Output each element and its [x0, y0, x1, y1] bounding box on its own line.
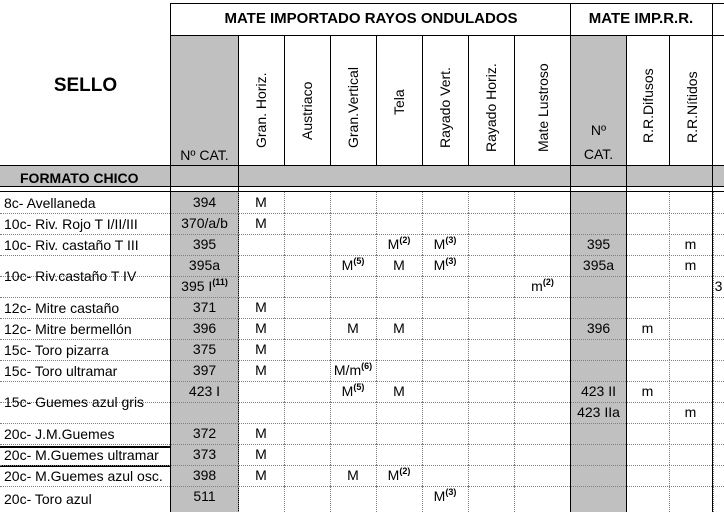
cell-divider: [330, 297, 331, 318]
cell-divider: [669, 381, 670, 402]
cell-gv: [330, 383, 376, 399]
cell-divider: [376, 402, 377, 423]
cell-divider: [376, 276, 377, 297]
cell-value: m: [684, 404, 697, 420]
cell-gh: [238, 194, 284, 210]
cell-divider: [468, 213, 469, 234]
cell-value: M: [433, 488, 446, 504]
cell-divider: [284, 297, 285, 318]
cell-divider: [514, 234, 515, 255]
cell-divider: [422, 423, 423, 444]
cell-divider: [422, 192, 423, 213]
cell-cat: [171, 446, 238, 462]
cell-value: 395a: [582, 257, 615, 273]
vline-header-330: [330, 36, 331, 166]
cell-divider: [468, 255, 469, 276]
cell-divider: [514, 255, 515, 276]
cell-divider: [284, 444, 285, 465]
cell-value: M: [255, 362, 267, 378]
cell-divider: [468, 297, 469, 318]
cell-divider: [376, 213, 377, 234]
cell-divider: [713, 444, 714, 465]
cell-divider: [713, 402, 714, 423]
cell-value: M: [341, 383, 354, 399]
cell-rrn: [669, 257, 712, 273]
cell-value: 370/a/b: [181, 215, 228, 231]
cell-value: M: [393, 257, 405, 273]
cell-cat: [171, 215, 238, 231]
cell-value: 395 I: [181, 278, 213, 294]
cell-divider: [468, 381, 469, 402]
cell-cat: [171, 362, 238, 378]
group2-header: MATE IMP.R.R.: [588, 10, 694, 27]
cell-cat: [171, 341, 238, 357]
col-mate-lustroso-header: Mate Lustroso: [535, 63, 551, 152]
cell-divider: [669, 486, 670, 512]
cell-divider: [514, 192, 515, 213]
cell-divider: [376, 192, 377, 213]
cell-divider: [284, 213, 285, 234]
cell-divider: [330, 423, 331, 444]
cell-rv: [422, 257, 468, 273]
hline-group-bottom: [171, 35, 724, 36]
group1-header: MATE IMPORTADO RAYOS ONDULADOS: [224, 10, 518, 27]
cell-divider: [422, 402, 423, 423]
cell-divider: [669, 192, 670, 213]
cell-divider: [713, 297, 714, 318]
cell-rv: [422, 488, 468, 504]
col-austriaco-header: Austriaco: [299, 81, 315, 140]
cell-cat2: [571, 236, 626, 252]
cell-value: M: [255, 341, 267, 357]
cell-cat2: [571, 404, 626, 420]
cell-divider: [514, 213, 515, 234]
cell-divider: [284, 192, 285, 213]
cell-value: 423 II: [580, 383, 617, 399]
cell-cat: [171, 467, 238, 483]
cell-divider: [713, 381, 714, 402]
cell-value: M: [347, 467, 359, 483]
cell-value: 372: [192, 425, 217, 441]
cell-value: 375: [192, 341, 217, 357]
col-gran-horiz-header: Gran. Horiz.: [253, 72, 269, 148]
cell-edge: [713, 278, 724, 294]
cell-divider: [468, 402, 469, 423]
row-separator: [0, 318, 724, 319]
cell-gv: [330, 362, 376, 378]
cell-value: M: [393, 383, 405, 399]
cell-divider: [284, 486, 285, 512]
cell-value: M: [255, 215, 267, 231]
cell-cat: [171, 425, 238, 441]
cell-divider: [330, 444, 331, 465]
vline-cat2: [626, 36, 627, 512]
cell-gh: [238, 446, 284, 462]
cell-divider: [713, 192, 714, 213]
cell-divider: [713, 423, 714, 444]
cell-tela: [376, 467, 422, 483]
cell-value: 423 I: [188, 383, 221, 399]
cell-gh: [238, 341, 284, 357]
cell-value: 395: [586, 236, 611, 252]
cell-gh: [238, 467, 284, 483]
cell-value: 397: [192, 362, 217, 378]
cell-value: 371: [192, 299, 217, 315]
cell-divider: [468, 465, 469, 486]
cell-gh: [238, 362, 284, 378]
cell-divider: [330, 402, 331, 423]
cell-divider: [713, 486, 714, 512]
vline-header-669: [669, 36, 670, 166]
cell-cat: [171, 488, 238, 504]
cat2-header-line1: Nº: [590, 122, 607, 138]
cell-divider: [422, 465, 423, 486]
cell-divider: [376, 444, 377, 465]
cell-value: M: [341, 257, 354, 273]
cell-value: M: [255, 425, 267, 441]
cell-value: 3: [714, 278, 723, 294]
row-sello-label: 12c- Mitre castaño: [4, 299, 120, 316]
row-separator: [0, 423, 724, 424]
cell-divider: [669, 339, 670, 360]
cell-divider: [238, 381, 239, 402]
footnote-ref: (2): [542, 277, 554, 287]
cell-divider: [238, 255, 239, 276]
cell-divider: [468, 192, 469, 213]
cell-gv: [330, 320, 376, 336]
col-rr-nitidos-header: R.R.Nítidos: [684, 71, 700, 143]
col-rayado-horiz-header: Rayado Horiz.: [483, 63, 499, 152]
cell-divider: [330, 339, 331, 360]
cell-value: M: [255, 446, 267, 462]
cell-value: 395: [192, 236, 217, 252]
cell-gv: [330, 467, 376, 483]
cell-divider: [468, 234, 469, 255]
cell-divider: [713, 360, 714, 381]
cell-divider: [514, 318, 515, 339]
hline-section-top: [0, 186, 724, 187]
cell-cat2: [571, 383, 626, 399]
row-sello-label: 15c- Toro ultramar: [4, 362, 118, 379]
cell-divider: [514, 297, 515, 318]
cell-cat: [171, 257, 238, 273]
row-sello-label: 20c- Toro azul: [4, 491, 92, 507]
row-sello-label: 10c- Riv. Rojo T I/II/III: [4, 215, 138, 232]
cell-divider: [330, 234, 331, 255]
cell-cat: [171, 299, 238, 315]
footnote-ref: (3): [445, 256, 457, 266]
cell-value: M: [255, 299, 267, 315]
cell-divider: [238, 402, 239, 423]
cell-cat: [171, 236, 238, 252]
footnote-ref: (3): [445, 235, 457, 245]
row-sello-label: 15c- Toro pizarra: [4, 341, 109, 358]
hline-top: [171, 3, 724, 4]
row-separator: [0, 465, 724, 466]
section-label: FORMATO CHICO: [20, 170, 139, 186]
vline-header-376: [376, 36, 377, 166]
cell-cat: [171, 383, 238, 399]
cell-value: 423 IIa: [577, 404, 620, 420]
cell-divider: [514, 444, 515, 465]
cell-divider: [284, 360, 285, 381]
cell-divider: [284, 276, 285, 297]
cell-divider: [713, 318, 714, 339]
cell-gh: [238, 425, 284, 441]
cell-divider: [376, 423, 377, 444]
cat1-header-shade: [171, 36, 238, 165]
cell-divider: [514, 486, 515, 512]
cell-rrn: [669, 404, 712, 420]
cell-divider: [669, 465, 670, 486]
row-separator: [0, 213, 724, 214]
row-separator: [0, 486, 724, 487]
cell-tela: [376, 320, 422, 336]
cell-gv: [330, 257, 376, 273]
vline-header-422: [422, 36, 423, 166]
cell-divider: [468, 486, 469, 512]
cell-value: M: [255, 467, 267, 483]
cell-value: 373: [192, 446, 217, 462]
col-gran-vertical-header: Gran.Vertical: [345, 67, 361, 148]
cell-cat: [171, 194, 238, 210]
row-sello-label: 20c- J.M.Guemes: [4, 425, 115, 442]
footnote-ref: (2): [399, 466, 411, 476]
cell-divider: [422, 213, 423, 234]
cell-divider: [468, 444, 469, 465]
cell-divider: [514, 465, 515, 486]
cell-rv: [422, 236, 468, 252]
cell-divider: [713, 339, 714, 360]
cell-cat2: [571, 257, 626, 273]
row-separator: [0, 339, 724, 340]
sello-header: SELLO: [53, 75, 118, 96]
cell-divider: [284, 465, 285, 486]
cell-value: M: [255, 194, 267, 210]
cell-divider: [238, 486, 239, 512]
cell-value: M: [433, 236, 446, 252]
cell-divider: [669, 297, 670, 318]
cell-divider: [713, 255, 714, 276]
row-sello-label: 12c- Mitre bermellón: [4, 320, 132, 337]
cell-value: 396: [192, 320, 217, 336]
cell-divider: [514, 423, 515, 444]
cell-value: 396: [586, 320, 611, 336]
cell-divider: [422, 339, 423, 360]
cell-cat2: [571, 320, 626, 336]
cell-divider: [713, 234, 714, 255]
cell-divider: [713, 465, 714, 486]
cell-value: 394: [192, 194, 217, 210]
cell-rrd: [626, 383, 669, 399]
cell-tela: [376, 257, 422, 273]
cell-tela: [376, 383, 422, 399]
cell-divider: [468, 276, 469, 297]
cell-divider: [284, 255, 285, 276]
cell-tela: [376, 236, 422, 252]
row-separator: [0, 234, 724, 235]
cell-divider: [238, 234, 239, 255]
cell-value: m: [641, 383, 654, 399]
cell-value: M: [347, 320, 359, 336]
cell-divider: [376, 360, 377, 381]
cell-value: m: [531, 278, 543, 294]
vline-header-284: [284, 36, 285, 166]
cell-divider: [284, 402, 285, 423]
cell-value: M: [433, 257, 446, 273]
cell-gh: [238, 299, 284, 315]
cell-divider: [284, 318, 285, 339]
cell-value: M: [387, 236, 400, 252]
cell-divider: [468, 318, 469, 339]
cell-cat: [171, 278, 238, 294]
cell-divider: [376, 339, 377, 360]
cell-value: m: [684, 236, 697, 252]
row-sello-label: 20c- M.Guemes azul osc.: [4, 467, 163, 484]
cell-divider: [284, 423, 285, 444]
cell-rrn: [669, 236, 712, 252]
cell-divider: [514, 402, 515, 423]
cell-value: 395a: [188, 257, 221, 273]
cell-divider: [284, 234, 285, 255]
cell-divider: [468, 339, 469, 360]
vline-header-514: [514, 36, 515, 166]
cell-rrd: [626, 320, 669, 336]
cell-divider: [514, 360, 515, 381]
cell-divider: [669, 423, 670, 444]
cell-value: 398: [192, 467, 217, 483]
row-sello-label: 10c- Riv. castaño T III: [4, 236, 139, 253]
footnote-ref: (3): [445, 487, 457, 497]
cell-divider: [422, 444, 423, 465]
cat2-header-line2: CAT.: [583, 146, 614, 162]
cell-divider: [422, 318, 423, 339]
cell-divider: [238, 276, 239, 297]
col-tela-header: Tela: [391, 89, 407, 115]
footnote-ref: (5): [353, 256, 365, 266]
cell-divider: [422, 381, 423, 402]
row-separator: [0, 444, 724, 445]
cell-divider: [669, 213, 670, 234]
cell-divider: [330, 276, 331, 297]
cell-divider: [514, 339, 515, 360]
row-sello-label: 10c- Riv.castaño T IV: [4, 268, 137, 284]
cell-divider: [376, 297, 377, 318]
hline-header-bottom: [0, 165, 724, 166]
footnote-ref: (6): [361, 361, 373, 371]
cell-divider: [422, 360, 423, 381]
hline-section-bottom: [0, 191, 724, 192]
cell-divider: [669, 276, 670, 297]
cell-divider: [376, 486, 377, 512]
footnote-ref: (2): [399, 235, 411, 245]
cell-divider: [669, 360, 670, 381]
cell-value: M: [387, 467, 400, 483]
cell-divider: [422, 276, 423, 297]
cell-divider: [713, 213, 714, 234]
cell-value: m: [641, 320, 654, 336]
cell-divider: [330, 213, 331, 234]
cell-value: M: [255, 320, 267, 336]
cell-divider: [330, 486, 331, 512]
col-rr-difusos-header: R.R.Difusos: [640, 68, 656, 143]
cell-divider: [468, 423, 469, 444]
row-sello-label: 15c- Guemes azul gris: [4, 394, 145, 410]
cat1-header: Nº CAT.: [180, 147, 229, 163]
cell-value: 511: [193, 488, 216, 504]
row-sello-label: 20c- M.Guemes ultramar: [4, 446, 159, 463]
col-rayado-vert-header: Rayado Vert.: [437, 67, 453, 148]
cell-divider: [330, 192, 331, 213]
cell-divider: [669, 318, 670, 339]
row-separator: [0, 297, 724, 298]
cell-value: m: [684, 257, 697, 273]
footnote-ref: (11): [212, 277, 228, 287]
cell-divider: [284, 381, 285, 402]
vline-header-468: [468, 36, 469, 166]
cell-ml: [514, 278, 571, 294]
cell-value: M/m: [333, 362, 362, 378]
footnote-ref: (5): [353, 382, 365, 392]
cell-divider: [422, 297, 423, 318]
cell-divider: [669, 444, 670, 465]
cell-divider: [468, 360, 469, 381]
cell-divider: [514, 381, 515, 402]
row-sello-label: 8c- Avellaneda: [4, 194, 96, 211]
cell-value: M: [393, 320, 405, 336]
cell-cat: [171, 320, 238, 336]
cell-gh: [238, 320, 284, 336]
cell-gh: [238, 215, 284, 231]
cell-divider: [284, 339, 285, 360]
